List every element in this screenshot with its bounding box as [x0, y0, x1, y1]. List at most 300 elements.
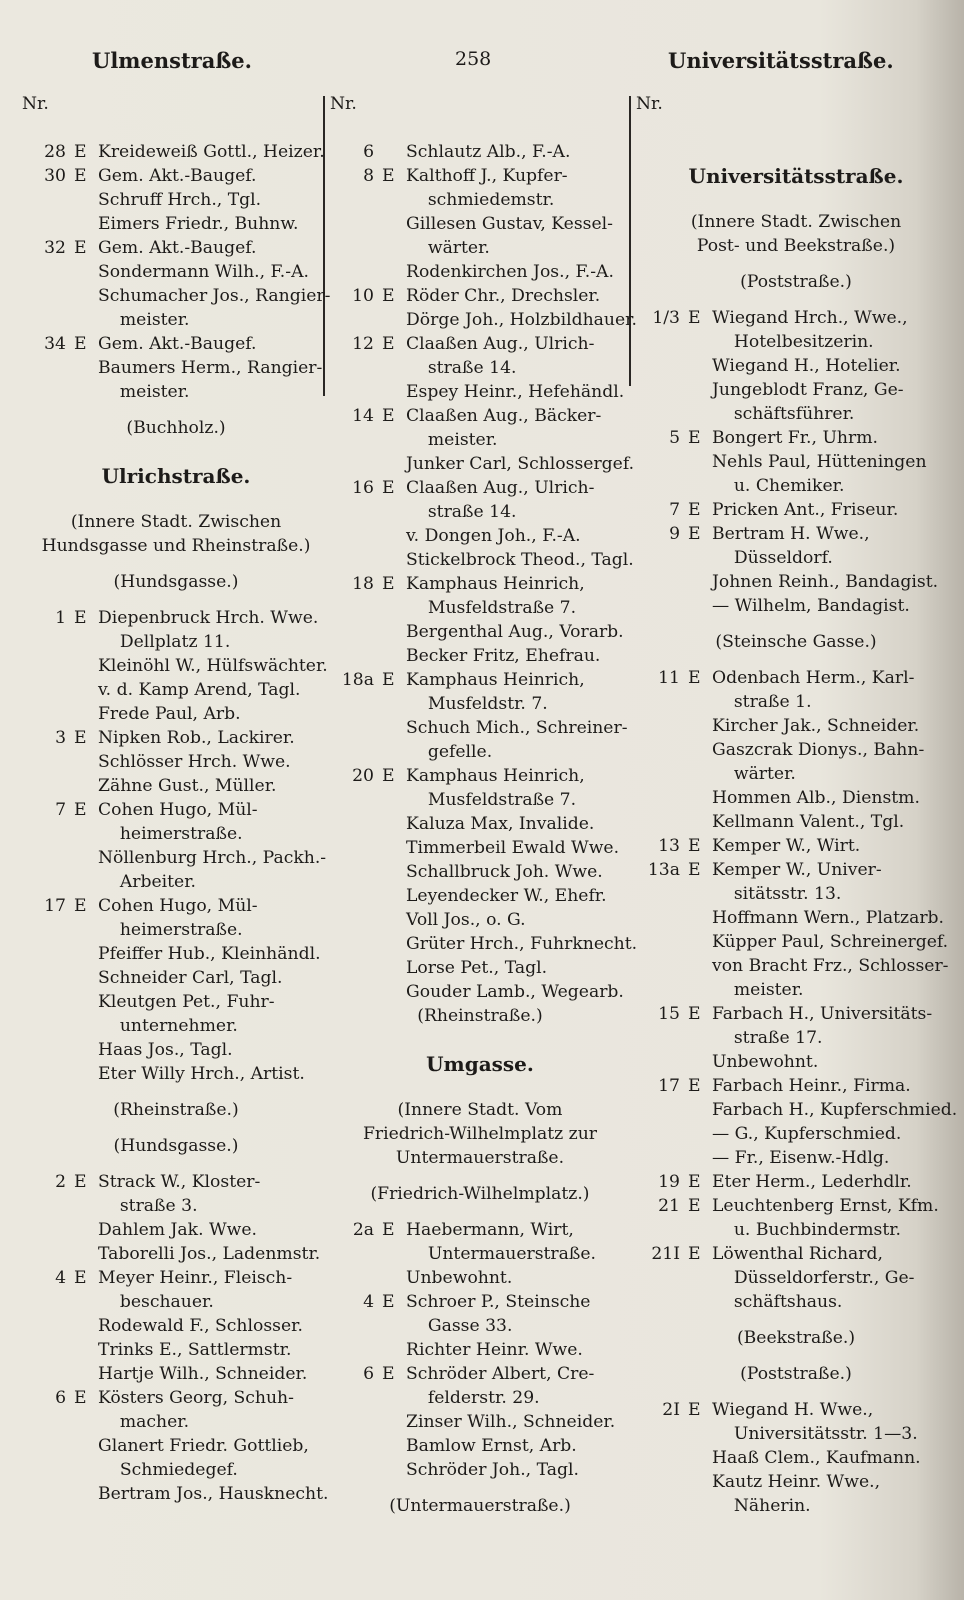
entry-line [636, 1170, 956, 1194]
entry-line [22, 1218, 330, 1242]
entry-line [330, 764, 630, 788]
owner-marker: E [688, 1244, 701, 1264]
house-number: 13 [658, 836, 680, 856]
entry-line [22, 356, 330, 380]
resident-text: straße 1. [712, 692, 812, 712]
entry-line [636, 522, 956, 546]
sub-heading: (Friedrich-Wilhelmplatz.) [370, 1184, 590, 1204]
resident-text: gefelle. [406, 742, 493, 762]
entry-line [22, 1410, 330, 1434]
entry-line [22, 332, 330, 356]
owner-marker: E [688, 1400, 701, 1420]
entry-line [636, 666, 956, 690]
entry-line [636, 858, 956, 882]
resident-text: Trinks E., Sattlermstr. [98, 1340, 292, 1360]
entry-line [636, 1398, 956, 1422]
entry-line [636, 834, 956, 858]
resident-text: Bergenthal Aug., Vorarb. [406, 622, 624, 642]
entry-line [22, 164, 330, 188]
entry-line [22, 1338, 330, 1362]
resident-text: Haebermann, Wirt, [406, 1220, 574, 1240]
resident-text: Eter Willy Hrch., Artist. [98, 1064, 305, 1084]
entry-line [636, 906, 956, 930]
resident-text: Odenbach Herm., Karl- [712, 668, 915, 688]
street-heading: Ulrichstraße. [101, 464, 251, 488]
entry-line [330, 932, 638, 956]
resident-text: Junker Carl, Schlossergef. [406, 454, 635, 474]
resident-text: schäftshaus. [712, 1292, 843, 1312]
resident-text: Schallbruck Joh. Wwe. [406, 862, 603, 882]
resident-text: Universitätsstr. 1—3. [712, 1424, 918, 1444]
owner-marker: E [382, 334, 395, 354]
entry-line [636, 1218, 956, 1242]
resident-text: u. Buchbindermstr. [712, 1220, 902, 1240]
entry-line [22, 1314, 330, 1338]
resident-text: Rodenkirchen Jos., F.-A. [406, 262, 614, 282]
owner-marker: E [74, 142, 87, 162]
street-description: Friedrich-Wilhelmplatz zur [363, 1124, 597, 1144]
resident-text: Kamphaus Heinrich, [406, 574, 585, 594]
entries-block [636, 306, 956, 618]
house-number: 28 [44, 142, 66, 162]
owner-marker: E [74, 334, 87, 354]
house-number: 15 [658, 1004, 680, 1024]
entries-block [330, 1218, 630, 1482]
entry-line [22, 726, 330, 750]
resident-text: Eter Herm., Lederhdlr. [712, 1172, 912, 1192]
owner-marker: E [74, 238, 87, 258]
owner-marker: E [382, 1220, 395, 1240]
resident-text: Gasse 33. [406, 1316, 513, 1336]
entry-line [330, 836, 630, 860]
entry-line [636, 474, 956, 498]
resident-text: Hoffmann Wern., Platzarb. [712, 908, 945, 928]
entry-line [22, 678, 330, 702]
entry-line [22, 966, 330, 990]
entry-line [22, 894, 330, 918]
house-number: 10 [352, 286, 374, 306]
resident-text: felderstr. 29. [406, 1388, 540, 1408]
resident-text: Farbach Heinr., Firma. [712, 1076, 911, 1096]
resident-text: Kamphaus Heinrich, [406, 670, 585, 690]
resident-text: Johnen Reinh., Bandagist. [712, 572, 939, 592]
house-number: 6 [55, 1388, 66, 1408]
entry-line [636, 546, 956, 570]
resident-text: Claaßen Aug., Ulrich- [406, 334, 595, 354]
resident-text: v. Dongen Joh., F.-A. [406, 526, 581, 546]
resident-text: Zinser Wilh., Schneider. [406, 1412, 616, 1432]
entry-line [636, 1146, 956, 1170]
entry-line [330, 1266, 630, 1290]
entry-line [330, 452, 635, 476]
nr-label: Nr. [22, 94, 49, 114]
entry-line [22, 990, 330, 1014]
resident-text: Bertram H. Wwe., [712, 524, 870, 544]
entry-line [636, 1050, 956, 1074]
house-number: 34 [44, 334, 66, 354]
entry-line [330, 620, 630, 644]
resident-text: Schmiedegef. [98, 1460, 238, 1480]
entry-line [330, 428, 630, 452]
resident-text: Wiegand H., Hotelier. [712, 356, 901, 376]
entries-block [22, 1170, 330, 1506]
entry-line [22, 1386, 330, 1410]
entry-line [22, 750, 330, 774]
resident-text: Kellmann Valent., Tgl. [712, 812, 905, 832]
resident-text: — G., Kupferschmied. [712, 1124, 902, 1144]
entry-line [22, 380, 330, 404]
resident-text: Eimers Friedr., Buhnw. [98, 214, 299, 234]
house-number: 5 [669, 428, 680, 448]
entry-line [330, 572, 630, 596]
house-number: 17 [44, 896, 66, 916]
entry-line [22, 1290, 330, 1314]
entry-line [330, 644, 630, 668]
house-number: 4 [55, 1268, 66, 1288]
entry-line [636, 354, 956, 378]
sub-heading: (Hundsgasse.) [113, 572, 239, 592]
resident-text: Kircher Jak., Schneider. [712, 716, 920, 736]
resident-text: Richter Heinr. Wwe. [406, 1340, 583, 1360]
resident-text: Haaß Clem., Kaufmann. [712, 1448, 921, 1468]
resident-text: straße 17. [712, 1028, 823, 1048]
entry-line [330, 1314, 630, 1338]
house-number: 2I [662, 1400, 680, 1420]
house-number: 30 [44, 166, 66, 186]
sub-heading: (Poststraße.) [740, 272, 852, 292]
entry-line [636, 738, 956, 762]
resident-text: Schruff Hrch., Tgl. [98, 190, 262, 210]
entry-line [22, 630, 330, 654]
owner-marker: E [688, 428, 701, 448]
resident-text: von Bracht Frz., Schlosser- [712, 956, 949, 976]
house-number: 32 [44, 238, 66, 258]
resident-text: heimerstraße. [98, 920, 243, 940]
entry-line [330, 668, 630, 692]
resident-text: straße 14. [406, 502, 517, 522]
resident-text: Löwenthal Richard, [712, 1244, 883, 1264]
resident-text: Rodewald F., Schlosser. [98, 1316, 303, 1336]
resident-text: Musfeldstraße 7. [406, 598, 577, 618]
header-left-street: Ulmenstraße. [92, 48, 252, 73]
entry-line [22, 1434, 330, 1458]
entry-line [330, 908, 630, 932]
resident-text: beschauer. [98, 1292, 214, 1312]
owner-marker: E [382, 1292, 395, 1312]
column-1 [22, 92, 330, 1506]
entry-line [22, 1170, 330, 1194]
entry-line [636, 762, 956, 786]
entry-line [636, 786, 956, 810]
entry-line [330, 524, 630, 548]
resident-text: Schröder Albert, Cre- [406, 1364, 595, 1384]
resident-text: Claaßen Aug., Ulrich- [406, 478, 595, 498]
resident-text: meister. [98, 310, 190, 330]
resident-text: meister. [712, 980, 804, 1000]
entry-line [636, 378, 956, 402]
owner-marker: E [382, 478, 395, 498]
entry-line [330, 332, 630, 356]
resident-text: schmiedemstr. [406, 190, 555, 210]
entries-block [22, 140, 330, 404]
entry-line [22, 236, 330, 260]
resident-text: wärter. [712, 764, 796, 784]
resident-text: Dahlem Jak. Wwe. [98, 1220, 258, 1240]
resident-text: Küpper Paul, Schreinergef. [712, 932, 949, 952]
column-3 [636, 92, 956, 1518]
entry-line [22, 1014, 330, 1038]
entry-line [22, 1458, 330, 1482]
nr-label: Nr. [636, 94, 663, 114]
entry-line [636, 714, 956, 738]
house-number: 14 [352, 406, 374, 426]
entry-line [330, 356, 630, 380]
resident-text: Dellplatz 11. [98, 632, 231, 652]
resident-text: Diepenbruck Hrch. Wwe. [98, 608, 319, 628]
entry-line [330, 140, 630, 164]
owner-marker: E [382, 1364, 395, 1384]
owner-marker: E [688, 860, 701, 880]
owner-marker: E [688, 1004, 701, 1024]
owner-marker: E [382, 406, 395, 426]
house-number: 18a [341, 670, 374, 690]
resident-text: Pfeiffer Hub., Kleinhändl. [98, 944, 321, 964]
owner-marker: E [382, 574, 395, 594]
resident-text: Nehls Paul, Hütteningen [712, 452, 927, 472]
entry-line [330, 308, 637, 332]
street-description: (Innere Stadt. Zwischen [690, 212, 902, 232]
entry-line [22, 798, 330, 822]
resident-text: Gem. Akt.-Baugef. [98, 166, 257, 186]
entry-line [330, 212, 630, 236]
entry-line [636, 570, 956, 594]
resident-text: v. d. Kamp Arend, Tagl. [98, 680, 301, 700]
street-description: Untermauerstraße. [395, 1148, 565, 1168]
resident-text: schäftsführer. [712, 404, 855, 424]
resident-text: Kemper W., Wirt. [712, 836, 861, 856]
sub-heading: (Rheinstraße.) [417, 1006, 543, 1026]
sub-heading: (Steinsche Gasse.) [715, 632, 877, 652]
resident-text: Schneider Carl, Tagl. [98, 968, 283, 988]
house-number: 3 [55, 728, 66, 748]
entry-line [636, 810, 956, 834]
entry-line [330, 380, 630, 404]
resident-text: Baumers Herm., Rangier- [98, 358, 323, 378]
nr-label: Nr. [330, 94, 357, 114]
entry-line [636, 1470, 956, 1494]
resident-text: Nipken Rob., Lackirer. [98, 728, 295, 748]
resident-text: Unbewohnt. [712, 1052, 819, 1072]
house-number: 1 [55, 608, 66, 628]
resident-text: Bamlow Ernst, Arb. [406, 1436, 577, 1456]
entry-line [22, 1038, 330, 1062]
resident-text: wärter. [406, 238, 490, 258]
resident-text: Glanert Friedr. Gottlieb, [98, 1436, 309, 1456]
entry-line [330, 1242, 630, 1266]
sub-heading: (Untermauerstraße.) [389, 1496, 571, 1516]
resident-text: straße 14. [406, 358, 517, 378]
street-heading: Umgasse. [426, 1052, 534, 1076]
entry-line [330, 596, 630, 620]
resident-text: Untermauerstraße. [406, 1244, 597, 1264]
entry-line [330, 716, 630, 740]
owner-marker: E [688, 836, 701, 856]
resident-text: unternehmer. [98, 1016, 238, 1036]
house-number: 17 [658, 1076, 680, 1096]
resident-text: Timmerbeil Ewald Wwe. [406, 838, 620, 858]
entry-line [636, 978, 956, 1002]
entry-line [22, 822, 330, 846]
entry-line [22, 188, 330, 212]
entry-line [330, 1458, 630, 1482]
resident-text: Hommen Alb., Dienstm. [712, 788, 920, 808]
resident-text: meister. [98, 382, 190, 402]
resident-text: Arbeiter. [98, 872, 197, 892]
entry-line [636, 1122, 956, 1146]
entry-line [636, 1002, 956, 1026]
resident-text: Musfeldstr. 7. [406, 694, 548, 714]
house-number: 12 [352, 334, 374, 354]
header-right-street: Universitätsstraße. [668, 48, 894, 73]
owner-marker: E [688, 1172, 701, 1192]
entry-line [22, 212, 330, 236]
house-number: 13a [647, 860, 680, 880]
resident-text: — Fr., Eisenw.-Hdlg. [712, 1148, 890, 1168]
entry-line [636, 1194, 956, 1218]
resident-text: heimerstraße. [98, 824, 243, 844]
entry-line [636, 306, 956, 330]
resident-text: Hartje Wilh., Schneider. [98, 1364, 308, 1384]
resident-text: Meyer Heinr., Fleisch- [98, 1268, 293, 1288]
resident-text: Gem. Akt.-Baugef. [98, 334, 257, 354]
resident-text: Sondermann Wilh., F.-A. [98, 262, 309, 282]
owner-marker: E [74, 1172, 87, 1192]
resident-text: Claaßen Aug., Bäcker- [406, 406, 602, 426]
resident-text: Kamphaus Heinrich, [406, 766, 585, 786]
entry-line [22, 1242, 330, 1266]
owner-marker: E [688, 308, 701, 328]
entry-line [330, 692, 630, 716]
entry-line [636, 1026, 956, 1050]
entry-line [330, 548, 634, 572]
resident-text: Nöllenburg Hrch., Packh.- [98, 848, 327, 868]
resident-text: Farbach H., Universitäts- [712, 1004, 933, 1024]
entry-line [330, 1410, 630, 1434]
sub-heading: (Poststraße.) [740, 1364, 852, 1384]
owner-marker: E [688, 668, 701, 688]
entry-line [22, 1194, 330, 1218]
house-number: 21 [658, 1196, 680, 1216]
entry-line [22, 308, 330, 332]
resident-text: Frede Paul, Arb. [98, 704, 241, 724]
resident-text: Taborelli Jos., Ladenmstr. [98, 1244, 321, 1264]
resident-text: Bertram Jos., Hausknecht. [98, 1484, 329, 1504]
entry-line [636, 954, 956, 978]
entry-line [636, 594, 956, 618]
resident-text: Espey Heinr., Hefehändl. [406, 382, 625, 402]
entry-line [330, 1434, 630, 1458]
entry-line [636, 450, 956, 474]
resident-text: u. Chemiker. [712, 476, 845, 496]
resident-text: Kleinöhl W., Hülfswächter. [98, 656, 328, 676]
entries-block [636, 666, 956, 1314]
owner-marker: E [74, 166, 87, 186]
resident-text: Becker Fritz, Ehefrau. [406, 646, 601, 666]
entry-line [22, 918, 330, 942]
entry-line [636, 1290, 956, 1314]
house-number: 21I [651, 1244, 680, 1264]
resident-text: Farbach H., Kupferschmied. [712, 1100, 958, 1120]
resident-text: Wiegand Hrch., Wwe., [712, 308, 908, 328]
entries-block [22, 606, 330, 1086]
street-description: Hundsgasse und Rheinstraße.) [41, 536, 311, 556]
entry-line [636, 1446, 956, 1470]
resident-text: macher. [98, 1412, 190, 1432]
owner-marker: E [688, 524, 701, 544]
resident-text: Leyendecker W., Ehefr. [406, 886, 607, 906]
resident-text: sitätsstr. 13. [712, 884, 842, 904]
entry-line [330, 1338, 630, 1362]
entry-line [636, 402, 956, 426]
entry-line [22, 1482, 330, 1506]
resident-text: straße 3. [98, 1196, 198, 1216]
entry-line [22, 654, 330, 678]
resident-text: — Wilhelm, Bandagist. [712, 596, 910, 616]
entry-line [330, 260, 630, 284]
resident-text: Cohen Hugo, Mül- [98, 896, 258, 916]
entry-line [330, 860, 630, 884]
entry-line [330, 284, 630, 308]
entry-line [330, 884, 630, 908]
entry-line [22, 942, 330, 966]
owner-marker: E [74, 800, 87, 820]
owner-marker: E [382, 766, 395, 786]
resident-text: Schumacher Jos., Rangier- [98, 286, 331, 306]
owner-marker: E [74, 1388, 87, 1408]
entry-line [22, 284, 330, 308]
resident-text: Bongert Fr., Uhrm. [712, 428, 878, 448]
house-number: 1/3 [652, 308, 680, 328]
entry-line [22, 1362, 330, 1386]
sub-heading: (Rheinstraße.) [113, 1100, 239, 1120]
resident-text: Wiegand H. Wwe., [712, 1400, 874, 1420]
street-description: (Innere Stadt. Zwischen [70, 512, 282, 532]
entry-line [330, 740, 630, 764]
entry-line [330, 476, 630, 500]
resident-text: Näherin. [712, 1496, 811, 1516]
resident-text: Gillesen Gustav, Kessel- [406, 214, 613, 234]
resident-text: Pricken Ant., Friseur. [712, 500, 899, 520]
entry-line [330, 1218, 630, 1242]
house-number: 2 [55, 1172, 66, 1192]
house-number: 16 [352, 478, 374, 498]
entries-block [330, 140, 638, 1004]
resident-text: Kalthoff J., Kupfer- [406, 166, 568, 186]
resident-text: Grüter Hrch., Fuhrknecht. [406, 934, 638, 954]
owner-marker: E [74, 1268, 87, 1288]
resident-text: Haas Jos., Tagl. [98, 1040, 233, 1060]
house-number: 20 [352, 766, 374, 786]
resident-text: Jungeblodt Franz, Ge- [712, 380, 904, 400]
entry-line [636, 1422, 956, 1446]
entries-block [636, 1398, 956, 1518]
entry-line [330, 1386, 630, 1410]
resident-text: Gouder Lamb., Wegearb. [406, 982, 624, 1002]
page-number: 258 [455, 48, 492, 70]
entry-line [636, 1494, 956, 1518]
resident-text: Gaszcrak Dionys., Bahn- [712, 740, 925, 760]
owner-marker: E [74, 896, 87, 916]
